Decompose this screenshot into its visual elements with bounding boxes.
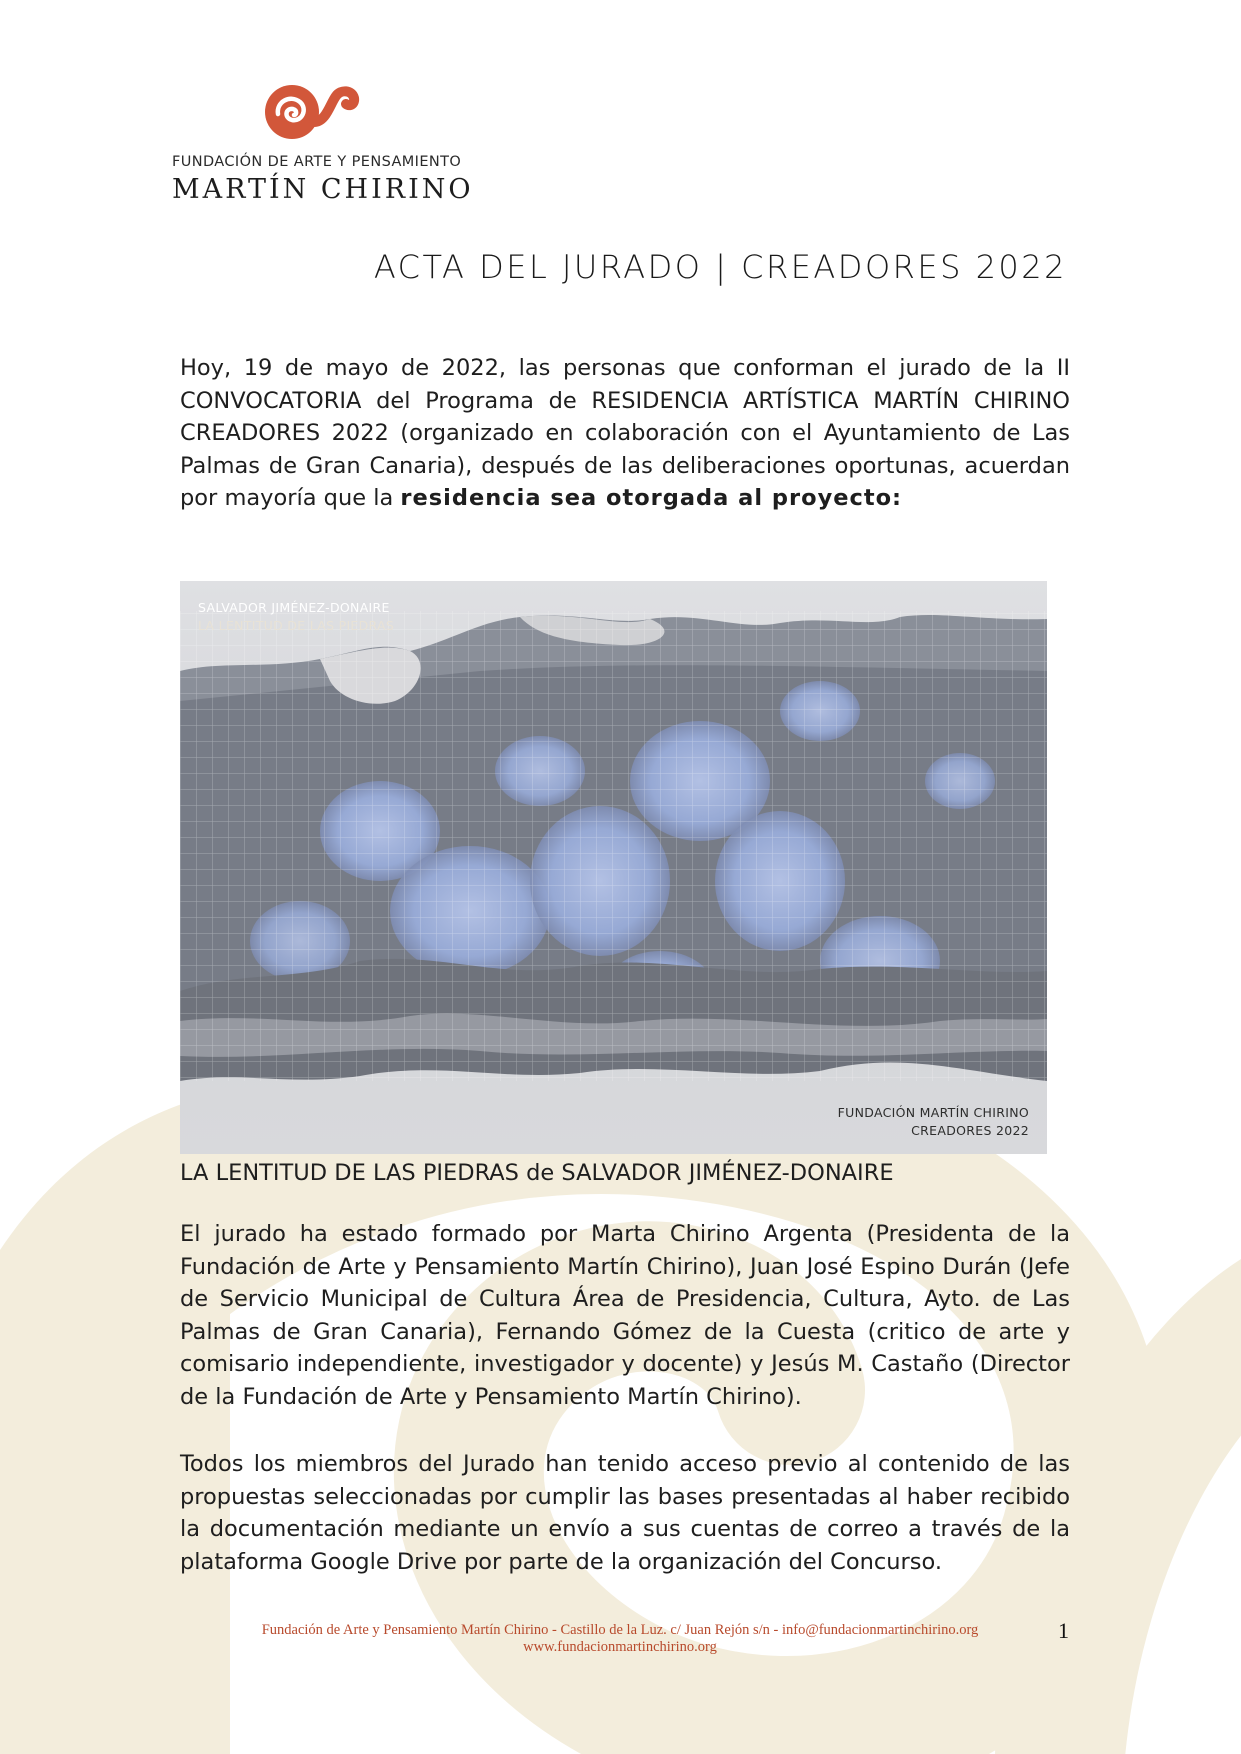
footer-address: Fundación de Arte y Pensamiento Martín Chirino - Castillo de la Luz. c/ Juan Rejón s/n - info@fundacionmartinchirino.org <box>261 1622 979 1638</box>
spiral-logo-icon <box>264 82 360 142</box>
artwork-label-top <box>198 599 394 635</box>
stone-artwork-illustration <box>180 581 1047 1154</box>
artwork-label-bottom <box>838 1104 1029 1140</box>
footer-website[interactable]: www.fundacionmartinchirino.org <box>523 1639 717 1655</box>
artwork-artist: SALVADOR JIMÉNEZ-DONAIRE <box>198 600 390 615</box>
artwork-program: CREADORES 2022 <box>911 1123 1029 1138</box>
jury-paragraph: El jurado ha estado formado por Marta Chirino Argenta (Presidenta de la Fundación de Arte y Pensamiento Martín Chirino), Juan José Espino Durán (Jefe de Servicio Municipal de Cultura Área de Presidencia, Cultura, Ayto. de Las Palmas de Gran Canaria), Fernando Gómez de la Cuesta (critico de arte y comisario independiente, investigador y docente) y Jesús M. Castaño (Director de la Fundación de Arte y Pensamiento Martín Chirino). <box>180 1221 1070 1410</box>
access-paragraph: Todos los miembros del Jurado han tenido acceso previo al contenido de las propuestas seleccionadas por cumplir las bases presentadas al haber recibido la documentación mediante un envío a sus cuentas de correo a través de la plataforma Google Drive por parte de la organización del Concurso. <box>180 1451 1070 1575</box>
document-title: ACTA DEL JURADO | CREADORES 2022 <box>373 248 1067 286</box>
logo-name: MARTÍN CHIRINO <box>172 174 474 205</box>
artwork-caption: LA LENTITUD DE LAS PIEDRAS de SALVADOR JIMÉNEZ-DONAIRE <box>180 1160 894 1186</box>
intro-text: Hoy, 19 de mayo de 2022, las personas que conforman el jurado de la II CONVOCATORIA del Programa de RESIDENCIA ARTÍSTICA MARTÍN CHIRINO CREADORES 2022 (organizado en colaboración con el Ayuntamiento de Las Palmas de Gran Canaria), después de las deliberaciones oportunas, acuerdan por mayoría que la <box>180 355 1070 511</box>
page-footer <box>180 1622 1060 1656</box>
intro-bold-text: residencia sea otorgada al proyecto: <box>400 485 903 511</box>
artwork-title: LA LENTITUD DE LAS PIEDRAS <box>198 618 395 633</box>
artwork-image <box>180 581 1047 1154</box>
page-number: 1 <box>1058 1618 1069 1643</box>
logo-subtitle: FUNDACIÓN DE ARTE Y PENSAMIENTO <box>172 154 462 170</box>
intro-paragraph <box>180 352 1070 515</box>
artwork-foundation: FUNDACIÓN MARTÍN CHIRINO <box>837 1105 1029 1120</box>
